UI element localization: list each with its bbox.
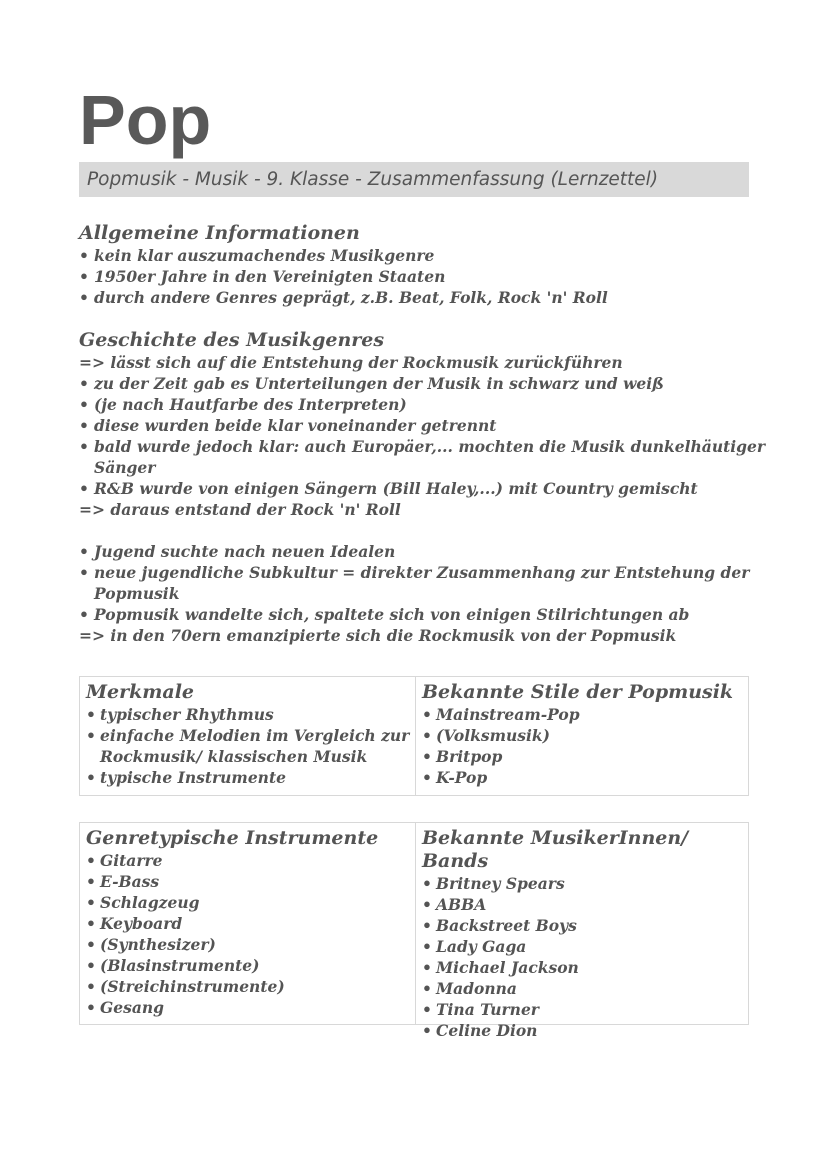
list-item: • (Synthesizer) — [86, 935, 216, 954]
list-item: • Tina Turner — [422, 1000, 539, 1019]
section-geschichte — [79, 329, 766, 646]
table-instrumente-musiker — [79, 822, 749, 1040]
list-item: • diese wurden beide klar voneinander getrennt — [79, 416, 497, 435]
list-item-continuation: Rockmusik/ klassischen Musik — [100, 747, 368, 766]
list-item: • K-Pop — [422, 768, 488, 787]
list-item: • ABBA — [422, 895, 487, 914]
list-item: • zu der Zeit gab es Unterteilungen der Musik in schwarz und weiß — [79, 374, 664, 393]
arrow-note: => daraus entstand der Rock 'n' Roll — [79, 500, 401, 519]
list-item: • Madonna — [422, 979, 517, 998]
list-item: • Schlagzeug — [86, 893, 200, 912]
list-item: • (Streichinstrumente) — [86, 977, 285, 996]
list-item: • neue jugendliche Subkultur = direkter Zusammenhang zur Entstehung der — [79, 563, 750, 582]
list-item: • durch andere Genres geprägt, z.B. Beat, Folk, Rock 'n' Roll — [79, 288, 608, 307]
list-item: • (Blasinstrumente) — [86, 956, 260, 975]
list-item: • 1950er Jahre in den Vereinigten Staaten — [79, 267, 446, 286]
arrow-note: => in den 70ern emanzipierte sich die Rockmusik von der Popmusik — [79, 626, 677, 645]
column-stile — [415, 677, 748, 795]
list-item: • (je nach Hautfarbe des Interpreten) — [79, 395, 407, 414]
column-heading: Merkmale — [86, 681, 195, 703]
list-item: • (Volksmusik) — [422, 726, 550, 745]
list-item: • Jugend suchte nach neuen Idealen — [79, 542, 396, 561]
list-item: • Keyboard — [86, 914, 183, 933]
list-item: • Backstreet Boys — [422, 916, 577, 935]
list-item-continuation: Popmusik — [94, 584, 180, 603]
list-item: • Gesang — [86, 998, 164, 1017]
column-musiker — [415, 823, 748, 1040]
list-item: • Lady Gaga — [422, 937, 527, 956]
list-item: • kein klar auszumachendes Musikgenre — [79, 246, 435, 265]
column-heading: Bekannte MusikerInnen/ Bands — [422, 827, 689, 872]
page-title: Pop — [79, 81, 212, 159]
list-item: • typischer Rhythmus — [86, 705, 274, 724]
column-heading: Bekannte Stile der Popmusik — [422, 681, 734, 703]
list-item: • bald wurde jedoch klar: auch Europäer,... mochten die Musik dunkelhäutiger — [79, 437, 766, 456]
subtitle-bar: Popmusik - Musik - 9. Klasse - Zusammenfassung (Lernzettel) — [79, 162, 749, 197]
column-heading: Genretypische Instrumente — [86, 827, 379, 849]
list-item: • Popmusik wandelte sich, spaltete sich von einigen Stilrichtungen ab — [79, 605, 690, 624]
arrow-note: => lässt sich auf die Entstehung der Rockmusik zurückführen — [79, 353, 623, 372]
list-item: • Celine Dion — [422, 1021, 538, 1040]
list-item: • E-Bass — [86, 872, 160, 891]
table-merkmale-stile — [79, 676, 749, 796]
list-item: • typische Instrumente — [86, 768, 286, 787]
list-item: • R&B wurde von einigen Sängern (Bill Haley,...) mit Country gemischt — [79, 479, 698, 498]
list-item: • Michael Jackson — [422, 958, 579, 977]
list-item: • Britney Spears — [422, 874, 565, 893]
list-item: • Britpop — [422, 747, 503, 766]
section-heading: Geschichte des Musikgenres — [79, 329, 385, 351]
section-heading: Allgemeine Informationen — [79, 222, 360, 244]
column-instrumente — [80, 823, 415, 1024]
list-item: • Mainstream-Pop — [422, 705, 580, 724]
list-item: • Gitarre — [86, 851, 163, 870]
list-item: • einfache Melodien im Vergleich zur — [86, 726, 410, 745]
list-item-continuation: Sänger — [94, 458, 156, 477]
section-allgemein — [79, 222, 739, 308]
column-merkmale — [80, 677, 415, 795]
